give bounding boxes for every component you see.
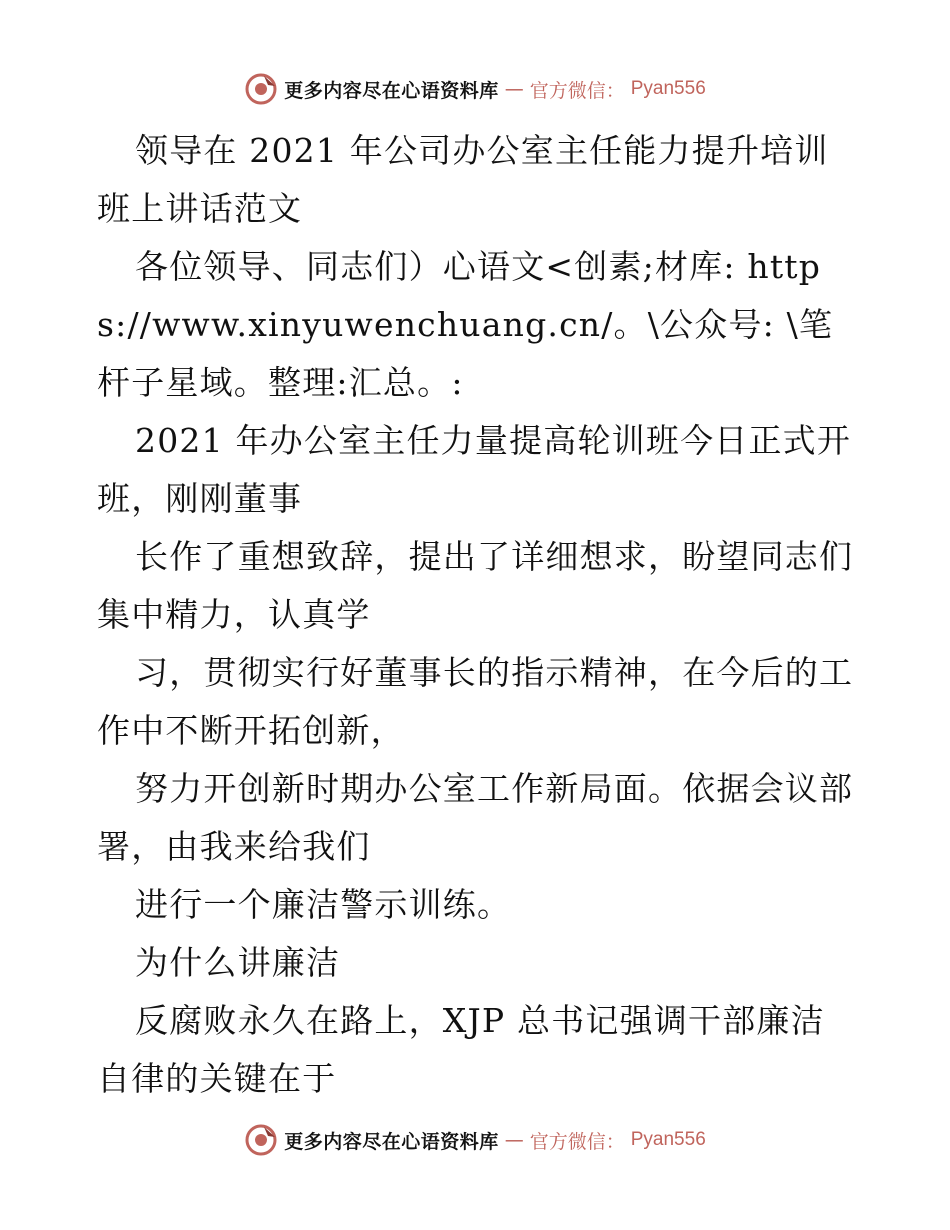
paragraph: 习，贯彻实行好董事长的指示精神，在今后的工作中不断开拓创新， xyxy=(97,653,854,750)
paragraph: 反腐败永久在路上，XJP 总书记强调干部廉洁自律的关键在于 xyxy=(97,1001,825,1098)
banner-wechat-label: 官方微信： xyxy=(529,1130,625,1153)
paragraph: 进行一个廉洁警示训练。 xyxy=(135,885,512,924)
banner-separator: — xyxy=(504,1129,524,1151)
banner-wechat-id: Pyan556 xyxy=(630,1129,706,1150)
paragraph: 各位领导、同志们）心语文<创素;材库: https://www.xinyuwenchuang.cn/。\公众号: \笔杆子星域。整理:汇总。: xyxy=(97,247,834,402)
banner-wechat-label: 官方微信： xyxy=(529,79,625,102)
paragraph-title: 领导在 2021 年公司办公室主任能力提升培训班上讲话范文 xyxy=(97,131,829,228)
header-banner xyxy=(0,72,950,106)
paragraph: 长作了重想致辞，提出了详细想求，盼望同志们集中精力，认真学 xyxy=(97,537,854,634)
paragraph: 努力开创新时期办公室工作新局面。依据会议部署，由我来给我们 xyxy=(97,769,854,866)
section-heading: 为什么讲廉洁 xyxy=(135,943,341,982)
footer-banner xyxy=(0,1123,950,1157)
banner-text: 更多内容尽在心语资料库 xyxy=(284,1130,499,1153)
document-body xyxy=(97,122,857,1108)
banner-wechat-id: Pyan556 xyxy=(630,78,706,99)
brand-logo-icon xyxy=(244,1123,278,1157)
banner-text: 更多内容尽在心语资料库 xyxy=(284,79,499,102)
banner-separator: — xyxy=(504,78,524,100)
brand-logo-icon xyxy=(244,72,278,106)
paragraph: 2021 年办公室主任力量提高轮训班今日正式开班，刚刚董事 xyxy=(97,421,852,518)
